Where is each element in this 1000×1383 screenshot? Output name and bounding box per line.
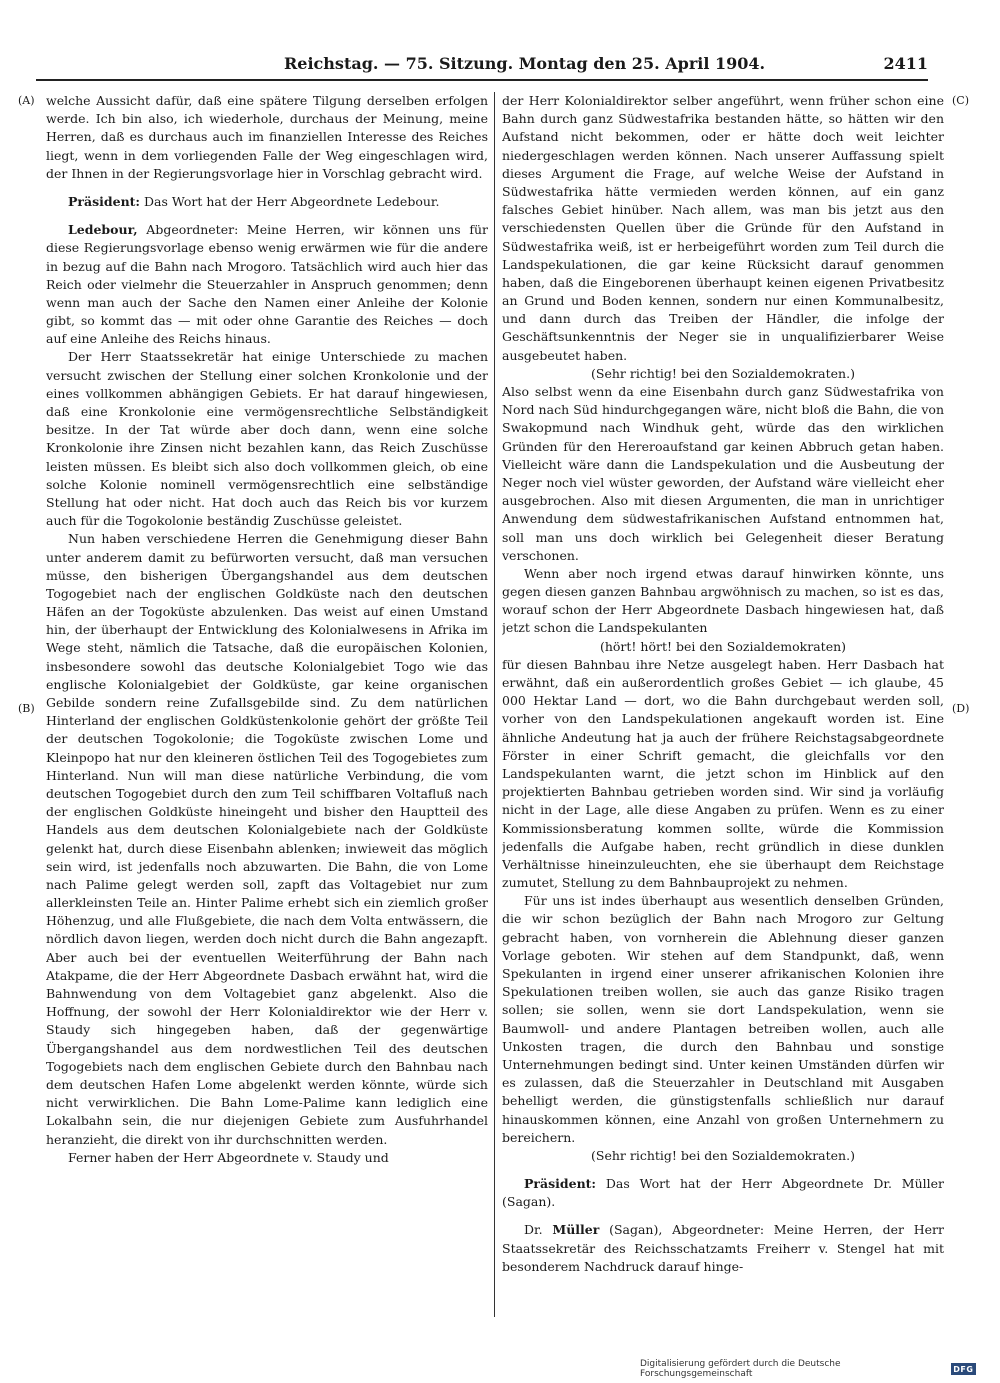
header-title: Reichstag. — 75. Sitzung. Montag den 25. April 1904. (284, 54, 766, 73)
header-rule (36, 79, 928, 81)
paragraph: Nun haben verschiedene Herren die Genehmigung dieser Bahn unter anderem damit zu befürworten versucht, daß man versuchen müsse, den bisherigen Übergangshandel aus dem deutschen Togogebiet nach der englischen Goldküste nach den deutschen Häfen an der Togoküste abzulenken. Das weist auf einen Umstand hin, der überhaupt der Entwicklung des Kolonialwesens in Afrika im Wege steht, nämlich die Tatsache, daß die europäischen Kolonien, insbesondere sowohl das deutsche Kolonialgebiet Togo wie das englische Kolonialgebiet der Goldküste, gar keine organischen Gebilde sondern reine Zufallsgebilde sind. Zu dem natürlichen Hinterland der englischen Goldküstenkolonie gehört der größte Teil der deutschen Togokolonie; die Togoküste zwischen Lome und Kleinpopo hat nur den kleineren östlichen Teil des Togogebietes zum Hinterland. Nun will man diese natürliche Verbindung, die vom deutschen Togogebiet durch den zum Teil schiffbaren Voltafluß nach der englischen Goldküste hineingeht und bisher den Hauptteil des Handels aus dem deutschen Kolonialgebiete nach der Goldküste gelenkt hat, durch diese Eisenbahn ablenken; inwieweit das möglich sein wird, ist jedenfalls noch abzuwarten. Die Bahn, die von Lome nach Palime gelegt werden soll, zapft das Voltagebiet nur zum allerkleinsten Teile an. Hinter Palime erhebt sich ein ziemlich großer Höhenzug, und alle Flußgebiete, die nach dem Volta entwässern, die nördlich davon liegen, werden doch nicht durch die Bahn angezapft. Aber auch bei der eventuellen Weiterführung der Bahn nach Atakpame, die der Herr Abgeordnete Dasbach erwähnt hat, wird die Bahnwendung von dem Voltagebiet ganz abgelenkt. Also die Hoffnung, der sowohl der Herr Kolonialdirektor wie der Herr v. Staudy sich hingegeben haben, daß der gegenwärtige Übergangshandel aus dem nordwestlichen Teil des deutschen Togogebiets nach dem englischen Gebiete durch den Bahnbau nach dem deutschen Hafen Lome abgelenkt werden könnte, würde sich nicht verwirklichen. Die Bahn Lome-Palime kann lediglich eine Lokalbahn sein, die nur diejenigen Gebiete zum Ausfuhrhandel heranzieht, die direkt von ihr durchschnitten werden. (46, 531, 488, 1147)
right-column (502, 92, 944, 1317)
speech-text: Das Wort hat der Herr Abgeordnete Ledebour. (140, 193, 440, 209)
speaker-paragraph (502, 1221, 944, 1276)
dfg-logo-icon: DFG (951, 1363, 976, 1375)
paragraph: für diesen Bahnbau ihre Netze ausgelegt haben. Herr Dasbach hat erwähnt, daß ein außerordentlich großes Gebiet — ich glaube, 45 000 Hektar Land — dort, wo die Bahn durchgebaut werden soll, vorher von den Landspekulationen angekauft worden ist. Eine ähnliche Andeutung hat ja auch der frühere Reichstagsabgeordnete Förster in einer Schrift gemacht, die gleichfalls vor den Landspekulanten warnt, die jetzt schon im Hinblick auf den projektierten Bahnbau getrieben worden sind. Wir sind ja vorläufig nicht in der Lage, alle diese Angaben zu prüfen. Wenn es zu einer Kommissionsberatung kommen sollte, würde die Kommission jedenfalls die Aufgabe haben, recht gründlich in diese dunklen Verhältnisse hineinzuleuchten, ehe sie überhaupt dem Reichstage zumutet, Stellung zu dem Bahnbauprojekt zu nehmen. (502, 656, 944, 891)
footer (640, 1360, 976, 1378)
margin-marker-b: (B) (18, 702, 35, 715)
paragraph: Der Herr Staatssekretär hat einige Unterschiede zu machen versucht zwischen der Stellung einer solchen Kronkolonie und der eines vollkommen abhängigen Gebiets. Er hat darauf hingewiesen, daß eine Kronkolonie eine vermögensrechtliche Selbständigkeit besitze. In der Tat würde aber doch dann, wenn eine solche Kronkolonie ihre Zinsen nicht bezahlen kann, das Reich Zuschüsse leisten müssen. Es bleibt sich also doch vollkommen gleich, ob eine solche Kolonie nominell vermögensrechtlich eine selbständige Stellung hat oder nicht. Hat doch auch das Reich bis vor kurzem auch für die Togokolonie beständig Zuschüsse geleistet. (46, 349, 488, 529)
speaker-title: Dr. (524, 1222, 553, 1238)
column-divider (494, 92, 495, 1317)
speaker-name: Ledebour, (68, 222, 138, 238)
page-number: 2411 (883, 54, 928, 73)
margin-marker-c: (C) (952, 94, 969, 107)
footer-text: Digitalisierung gefördert durch die Deutsche Forschungsgemeinschaft (640, 1359, 841, 1379)
speaker-paragraph (46, 193, 488, 211)
speech-text: Das Wort hat der Herr Abgeordnete Dr. Müller (Sagan). (502, 1176, 944, 1210)
margin-marker-d: (D) (952, 702, 970, 715)
speaker-paragraph (502, 1175, 944, 1211)
speaker-paragraph (46, 221, 488, 348)
speaker-name: Präsident: (68, 193, 141, 209)
paragraph: Für uns ist indes überhaupt aus wesentlich denselben Gründen, die wir schon bezüglich der Bahn nach Mrogoro zur Geltung gebracht haben, von vornherein die Ablehnung dieser ganzen Vorlage geboten. Wir stehen auf dem Standpunkt, daß, wenn Spekulanten in irgend einer unserer afrikanischen Kolonien ihre Spekulationen treiben wollen, sie auch das ganze Risiko tragen sollen; sie sollen, wenn sie dort Landspekulation, wenn sie Baumwoll- und andere Plantagen betreiben wollen, auch alle Unkosten tragen, die durch den Bahnbau und sonstige Unternehmungen bedingt sind. Unter keinen Umständen dürfen wir es zulassen, daß die Steuerzahler in Deutschland mit Ausgaben behelligt werden, die günstigstenfalls schließlich nur darauf hinauskommen können, eine Anzahl von großen Unternehmern zu bereichern. (502, 893, 944, 1145)
paragraph: Wenn aber noch irgend etwas darauf hinwirken könnte, uns gegen diesen ganzen Bahnbau argwöhnisch zu machen, so ist es das, worauf schon der Herr Abgeordnete Dasbach hingewiesen hat, daß jetzt schon die Landspekulanten (502, 565, 944, 636)
paragraph: der Herr Kolonialdirektor selber angeführt, wenn früher schon eine Bahn durch ganz Südwestafrika bestanden hätte, so hätten wir den Aufstand nicht bekommen, oder er hätte doch weit leichter niedergeschlagen werden können. Nach unserer Auffassung spielt dieses Argument die Frage, auf welche Weise der Aufstand in Südwestafrika hätte vermieden werden können, auf ein ganz falsches Gebiet hinüber. Nach allem, was man bis jetzt aus den verschiedensten Quellen über die Gründe für den Aufstand in Südwestafrika weiß, ist er herbeigeführt worden zum Teil durch die Landspekulationen, die gar keine Rücksicht darauf genommen haben, daß die Eingeborenen überhaupt keinen eigenen Privatbesitz an Grund und Boden kennen, sondern nur einen Kommunalbesitz, und dann durch das Treiben der Händler, die infolge der Geschäftsunkenntnis der Neger sie in unqualifizierbarer Weise ausgebeutet haben. (502, 93, 944, 363)
page-header (24, 54, 928, 76)
left-column (46, 92, 488, 1317)
paragraph: welche Aussicht dafür, daß eine spätere Tilgung derselben erfolgen werde. Ich bin also, ich wiederhole, durchaus der Meinung, meine Herren, daß es durchaus auch im finanziellen Interesse des Reiches liegt, wenn in dem vorliegenden Falle der Weg eingeschlagen wird, der Ihnen in der Regierungsvorlage hier in Vorschlag gebracht wird. (46, 93, 488, 181)
interjection: (hört! hört! bei den Sozialdemokraten) (599, 638, 847, 654)
paragraph: Also selbst wenn da eine Eisenbahn durch ganz Südwestafrika von Nord nach Süd hindurchgegangen wäre, nicht bloß die Bahn, die von Swakopmund nach Windhuk geht, würde das den wirklichen Gründen für den Hereroaufstand gar keinen Abbruch getan haben. Vielleicht wäre dann die Landspekulation und die Ausbeutung der Neger noch viel wüster geworden, der Aufstand wäre vielleicht eher ausgebrochen. Also mit diesen Argumenten, die man in unrichtiger Anwendung dem südwestafrikanischen Aufstand entnommen hat, soll man uns doch wirklich bei Gelegenheit dieser Beratung verschonen. (502, 384, 944, 563)
speaker-name: Präsident: (524, 1176, 597, 1192)
speech-text: Abgeordneter: Meine Herren, wir können uns für diese Regierungsvorlage ebenso wenig erwärmen wie für die andere in bezug auf die Bahn nach Mrogoro. Tatsächlich wird auch hier das Reich oder vielmehr die Steuerzahler in Anspruch genommen; denn wenn man auch der Sache den Namen einer Anleihe der Kolonie gibt, so kommt das — mit oder ohne Garantie des Reiches — doch auf eine Anleihe des Reichs hinaus. (46, 222, 488, 347)
interjection: (Sehr richtig! bei den Sozialdemokraten.) (591, 365, 855, 381)
speaker-name: Müller (552, 1222, 600, 1238)
paragraph: Ferner haben der Herr Abgeordnete v. Staudy und (68, 1149, 389, 1165)
speech-text: (Sagan), Abgeordneter: Meine Herren, der Herr Staatssekretär des Reichsschatzamts Freiherr v. Stengel hat mit besonderem Nachdruck darauf hinge- (502, 1222, 944, 1274)
margin-marker-a: (A) (18, 94, 35, 107)
interjection: (Sehr richtig! bei den Sozialdemokraten.) (591, 1147, 855, 1163)
